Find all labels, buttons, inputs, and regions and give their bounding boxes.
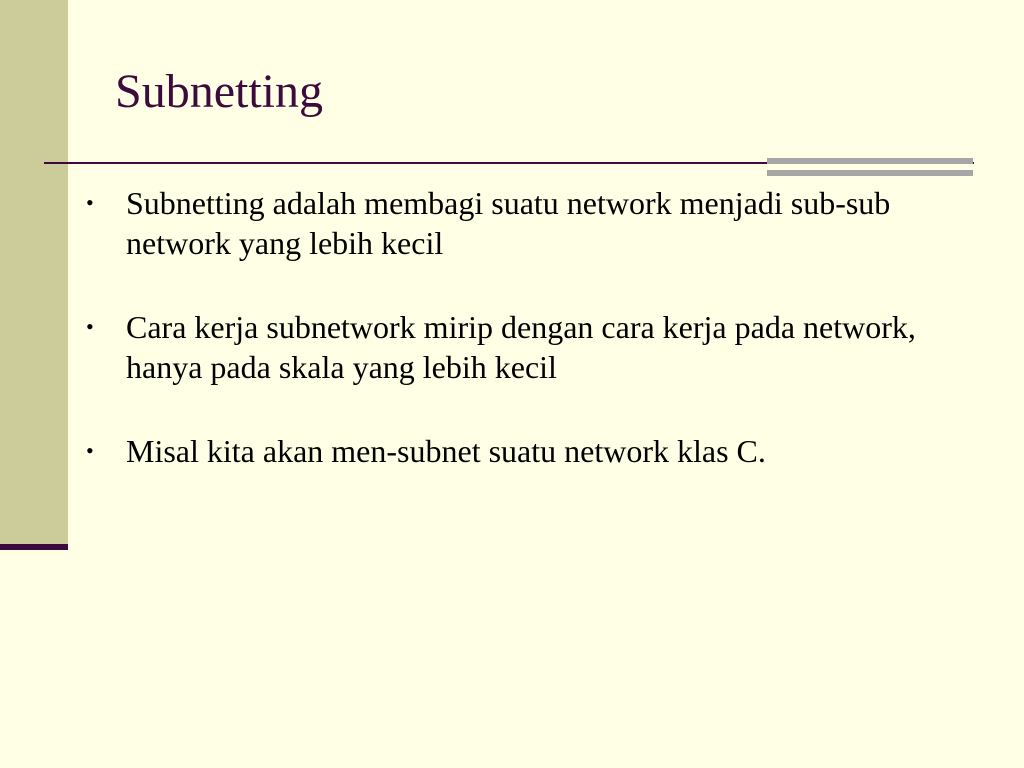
bullet-list — [86, 183, 966, 515]
accent-bar-top — [767, 158, 973, 164]
bullet-item — [86, 183, 966, 263]
bullet-text: Misal kita akan men-subnet suatu network klas C. — [126, 433, 766, 469]
bullet-text: Cara kerja subnetwork mirip dengan cara kerja pada network, hanya pada skala yang lebih kecil — [126, 309, 916, 385]
bullet-text: Subnetting adalah membagi suatu network menjadi sub-sub network yang lebih kecil — [126, 185, 891, 261]
bullet-marker: • — [86, 438, 94, 463]
bullet-marker: • — [86, 190, 94, 215]
left-decorative-band — [0, 0, 68, 544]
bullet-item — [86, 307, 966, 387]
left-band-accent-line — [0, 544, 68, 550]
bullet-marker: • — [86, 314, 94, 339]
accent-bar-bottom — [767, 170, 973, 176]
divider-accent-bars — [767, 158, 973, 178]
bullet-item — [86, 431, 966, 471]
slide-title: Subnetting — [115, 65, 324, 118]
